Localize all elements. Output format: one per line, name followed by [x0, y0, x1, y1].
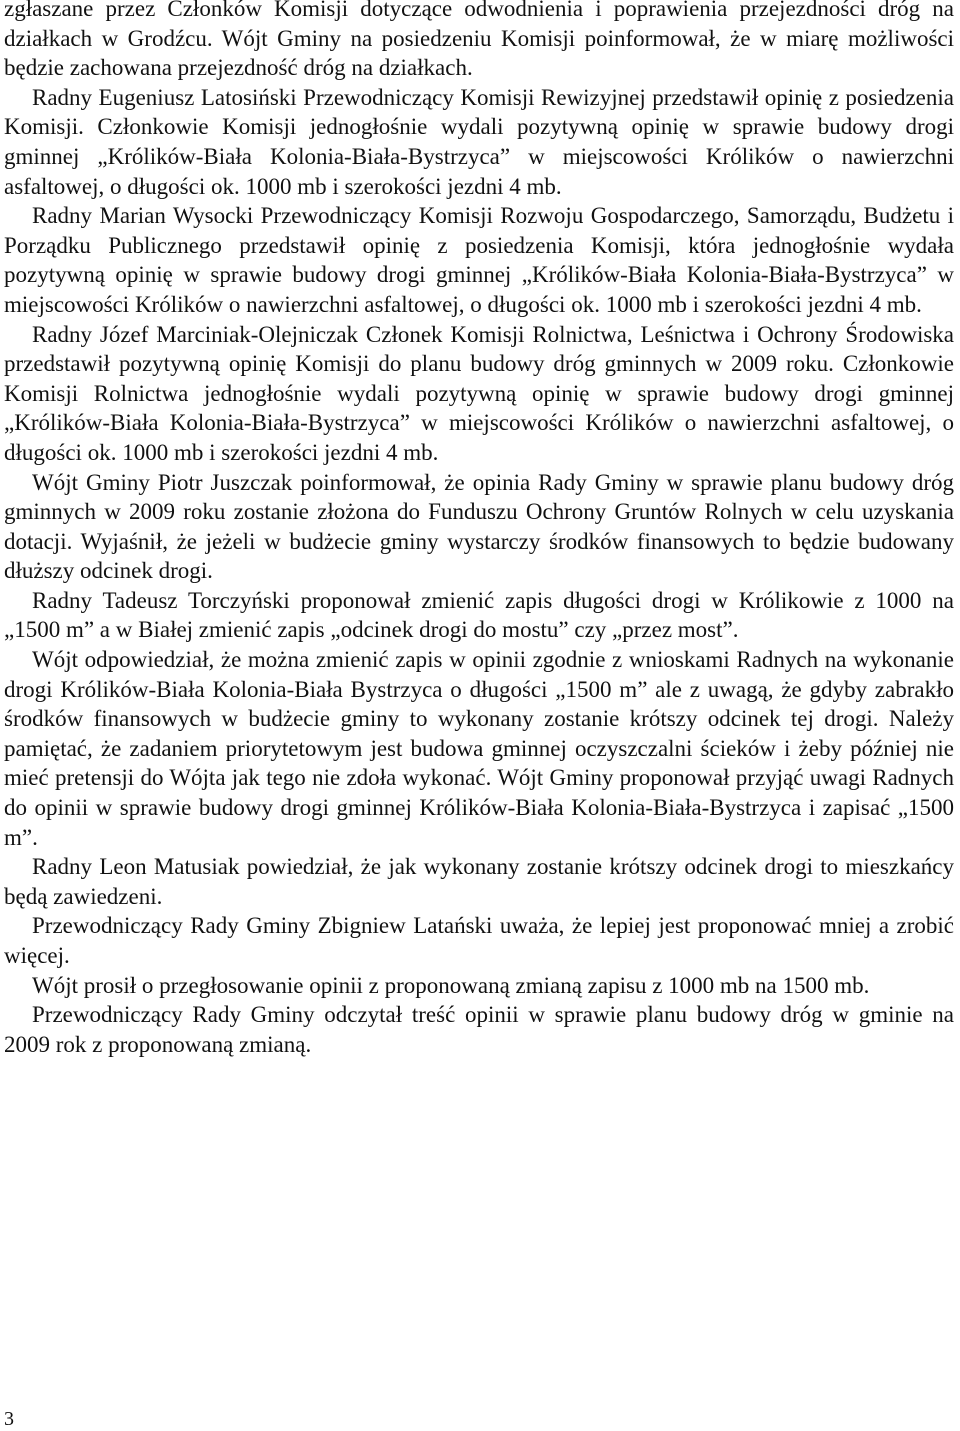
paragraph-marciniak: Radny Józef Marciniak-Olejniczak Członek Komisji Rolnictwa, Leśnictwa i Ochrony Środowiska przedstawił pozytywną opinię Komisji do planu budowy dróg gminnych w 2009 roku. Członkowie Komisji Rolnictwa jednogłośnie wydali pozytywną opinię w sprawie budowy drogi gminnej „Królików-Biała Kolonia-Biała-Bystrzyca” w miejscowości Królików o nawierzchni asfaltowej, o długości ok. 1000 mb i szerokości jezdni 4 mb. [4, 321, 954, 465]
paragraph-wojt-response: Wójt odpowiedział, że można zmienić zapis w opinii zgodnie z wnioskami Radnych na wykonanie drogi Królików-Biała Kolonia-Biała Bystrzyca o długości „1500 m” ale z uwagą, że gdyby zabrakło środków finansowych w budżecie gminy to wykonany zostanie krótszy odcinek tej drogi. Należy pamiętać, że zadaniem priorytetowym jest budowa gminnej oczyszczalni ścieków i żeby później nie mieć pretensji do Wójta jak tego nie zdoła wykonać. Wójt Gminy proponował przyjąć uwagi Radnych do opinii w sprawie budowy drogi gminnej Królików-Biała Kolonia-Biała-Bystrzyca i zapisać „1500 m”. [4, 647, 954, 850]
paragraph-opinion-reading: Przewodniczący Rady Gminy odczytał treść opinii w sprawie planu budowy dróg w gminie na 2009 rok z proponowaną zmianą. [4, 1002, 954, 1057]
paragraph-vote-request: Wójt prosił o przegłosowanie opinii z proponowaną zmianą zapisu z 1000 mb na 1500 mb. [32, 972, 870, 998]
paragraph-latanski: Przewodniczący Rady Gminy Zbigniew Latański uważa, że lepiej jest proponować mniej a zrobić więcej. [4, 913, 954, 968]
paragraph-wojt-juszczak: Wójt Gminy Piotr Juszczak poinformował, że opinia Rady Gminy w sprawie planu budowy dróg gminnych w 2009 roku zostanie złożona do Funduszu Ochrony Gruntów Rolnych w celu uzyskania dotacji. Wyjaśnił, że jeżeli w budżecie gminy wystarczy środków finansowych to będzie budowany dłuższy odcinek drogi. [4, 469, 954, 584]
paragraph-torczynski: Radny Tadeusz Torczyński proponował zmienić zapis długości drogi w Królikowie z 1000 na „1500 m” a w Białej zmienić zapis „odcinek drogi do mostu” czy „przez most”. [4, 587, 954, 643]
paragraph-wysocki: Radny Marian Wysocki Przewodniczący Komisji Rozwoju Gospodarczego, Samorządu, Budżetu i Porządku Publicznego przedstawił opinię z posiedzenia Komisji, która jednogłośnie wydała pozytywną opinię w sprawie budowy drogi gminnej „Królików-Biała Kolonia-Biała-Bystrzyca” w miejscowości Królików o nawierzchni asfaltowej, o długości ok. 1000 mb i szerokości jezdni 4 mb. [4, 203, 954, 317]
paragraph-continuation: zgłaszane przez Członków Komisji dotyczące odwodnienia i poprawienia przejezdności dróg na działkach w Grodźcu. Wójt Gminy na posiedzeniu Komisji poinformował, że w miarę możliwości będzie zachowana przejezdność dróg na działkach. [4, 0, 954, 81]
paragraph-latosinski: Radny Eugeniusz Latosiński Przewodniczący Komisji Rewizyjnej przedstawił opinię z posiedzenia Komisji. Członkowie Komisji jednogłośnie wydali pozytywną opinię w sprawie budowy drogi gminnej „Królików-Biała Kolonia-Biała-Bystrzyca” w miejscowości Królików o nawierzchni asfaltowej, o długości ok. 1000 mb i szerokości jezdni 4 mb. [4, 84, 954, 199]
paragraph-matusiak: Radny Leon Matusiak powiedział, że jak wykonany zostanie krótszy odcinek drogi to mieszkańcy będą zawiedzeni. [4, 854, 954, 909]
page-number: 3 [4, 1408, 14, 1430]
document-body [4, 0, 954, 1059]
